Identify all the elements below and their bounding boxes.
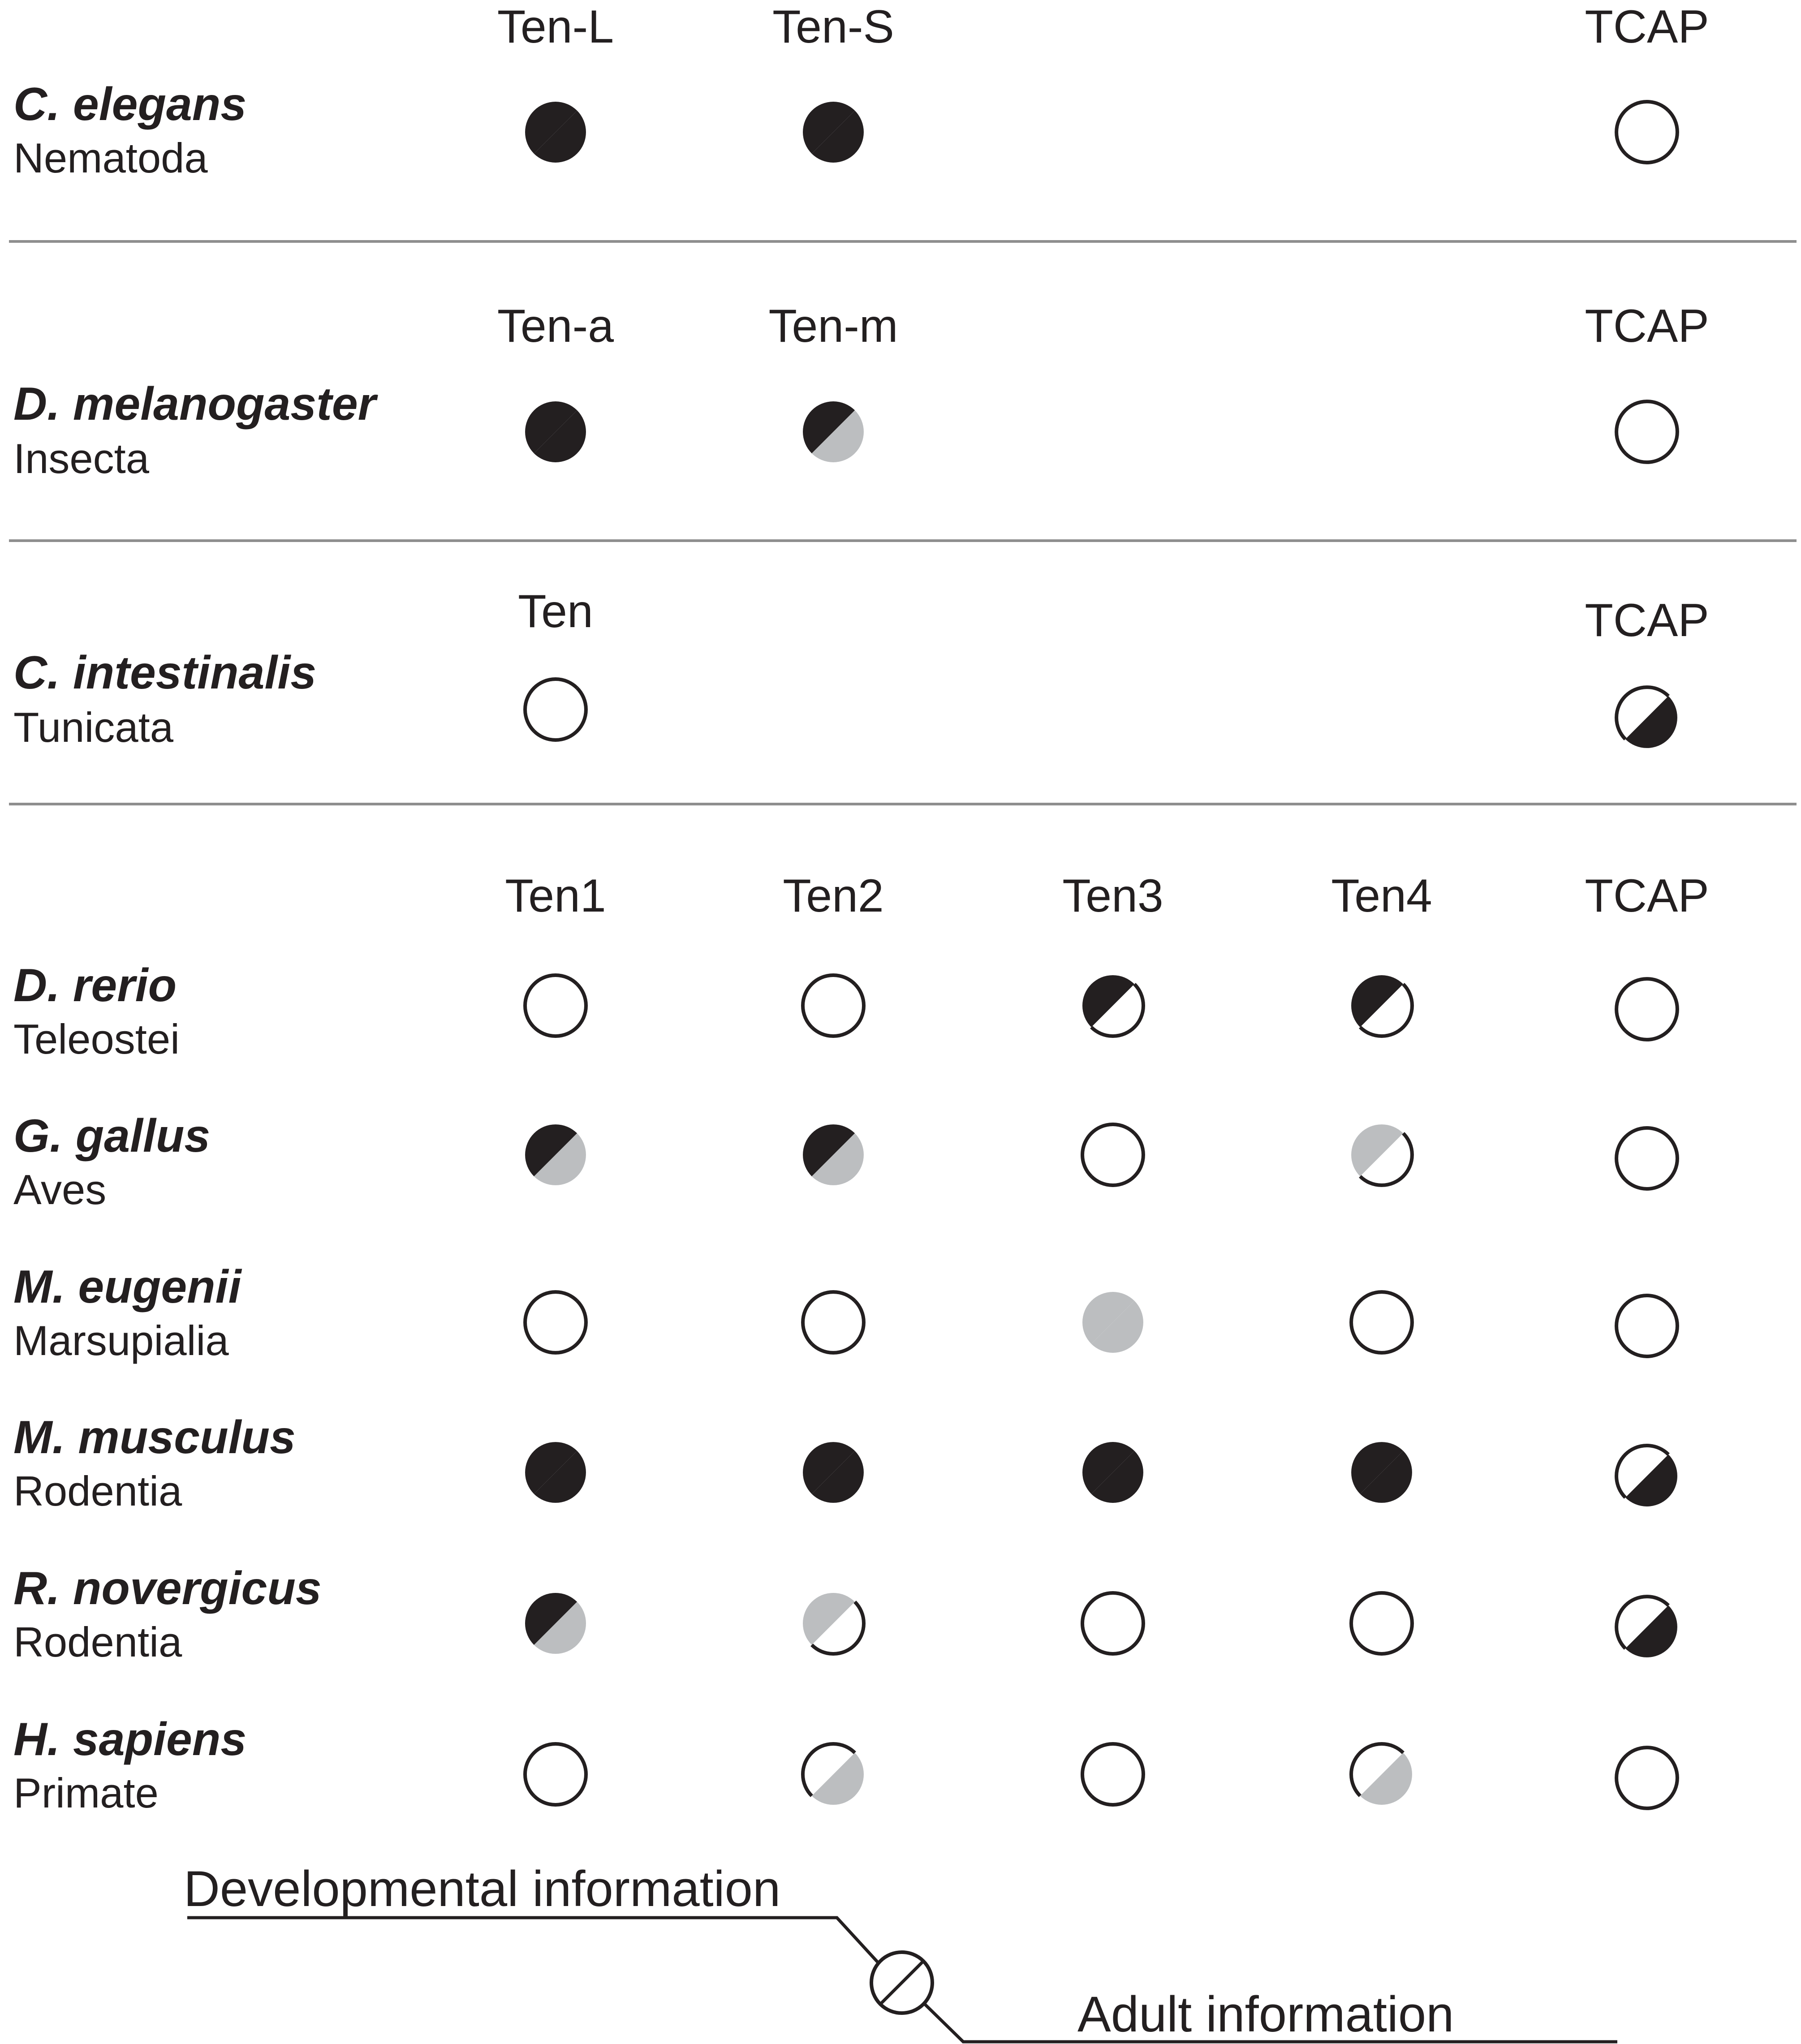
expression-marker (803, 1124, 864, 1185)
expression-marker (803, 1593, 864, 1654)
legend-developmental-line (187, 1918, 882, 1967)
expression-marker (1616, 401, 1677, 462)
legend (184, 1861, 1617, 2042)
expression-marker (525, 1292, 586, 1353)
legend-adult-label: Adult information (1077, 1986, 1454, 2042)
clade-name: Tunicata (13, 704, 174, 751)
species-name: R. novergicus (13, 1562, 322, 1614)
group-1 (13, 1, 1709, 181)
species-name: D. melanogaster (13, 378, 376, 430)
expression-marker (525, 102, 586, 163)
group-2 (13, 300, 1709, 482)
clade-name: Teleostei (13, 1016, 180, 1063)
gene-header: Ten-a (497, 300, 614, 352)
gene-header: Ten-S (772, 1, 894, 53)
gene-header: TCAP (1585, 870, 1709, 922)
expression-marker (1082, 1292, 1143, 1353)
gene-header: TCAP (1585, 300, 1709, 352)
species-name: M. musculus (13, 1411, 296, 1463)
clade-name: Insecta (13, 435, 150, 482)
expression-marker (525, 679, 586, 740)
clade-name: Rodentia (13, 1618, 182, 1665)
expression-marker (1616, 979, 1677, 1040)
clade-name: Marsupialia (13, 1317, 229, 1364)
species-name: H. sapiens (13, 1713, 247, 1765)
expression-marker (525, 975, 586, 1036)
expression-marker (525, 401, 586, 462)
expression-marker (1351, 1744, 1412, 1805)
clade-name: Primate (13, 1769, 159, 1816)
species-name: D. rerio (13, 960, 177, 1011)
expression-marker (1616, 1446, 1677, 1506)
species-name: C. intestinalis (13, 647, 317, 699)
expression-marker (525, 1744, 586, 1805)
legend-developmental-label: Developmental information (184, 1861, 781, 1917)
expression-marker (1082, 1744, 1143, 1805)
species-name: M. eugenii (13, 1261, 241, 1313)
gene-header: Ten (518, 585, 593, 637)
gene-header: TCAP (1585, 594, 1709, 646)
gene-header: Ten4 (1331, 870, 1432, 922)
clade-name: Nematoda (13, 134, 208, 181)
expression-marker (1616, 1596, 1677, 1657)
expression-marker (525, 1593, 586, 1654)
expression-marker (1616, 1128, 1677, 1189)
expression-marker (803, 1744, 864, 1805)
expression-marker (803, 401, 864, 462)
expression-marker (803, 975, 864, 1036)
expression-marker (1082, 1593, 1143, 1654)
expression-marker (1351, 1292, 1412, 1353)
species-name: C. elegans (13, 78, 247, 130)
expression-marker (1616, 687, 1677, 748)
gene-header: Ten1 (505, 870, 606, 922)
expression-marker (1351, 1442, 1412, 1503)
gene-header: Ten-m (768, 300, 898, 352)
expression-marker (525, 1442, 586, 1503)
clade-name: Aves (13, 1166, 107, 1213)
gene-header: TCAP (1585, 1, 1709, 53)
expression-marker (803, 1292, 864, 1353)
clade-name: Rodentia (13, 1467, 182, 1515)
expression-marker (1616, 1747, 1677, 1808)
group-3 (13, 585, 1709, 751)
expression-marker (803, 102, 864, 163)
gene-header: Ten-L (497, 1, 614, 53)
expression-marker (1616, 102, 1677, 163)
expression-marker (1351, 1593, 1412, 1654)
expression-marker (803, 1442, 864, 1503)
expression-marker (1082, 1442, 1143, 1503)
expression-marker (1082, 1124, 1143, 1185)
expression-marker (1616, 1295, 1677, 1356)
expression-marker (1351, 1124, 1412, 1185)
expression-marker (1351, 975, 1412, 1036)
group-4 (13, 870, 1709, 1816)
expression-marker (1082, 975, 1143, 1036)
gene-header: Ten2 (783, 870, 884, 922)
expression-marker (525, 1124, 586, 1185)
species-name: G. gallus (13, 1110, 211, 1162)
gene-header: Ten3 (1062, 870, 1163, 922)
